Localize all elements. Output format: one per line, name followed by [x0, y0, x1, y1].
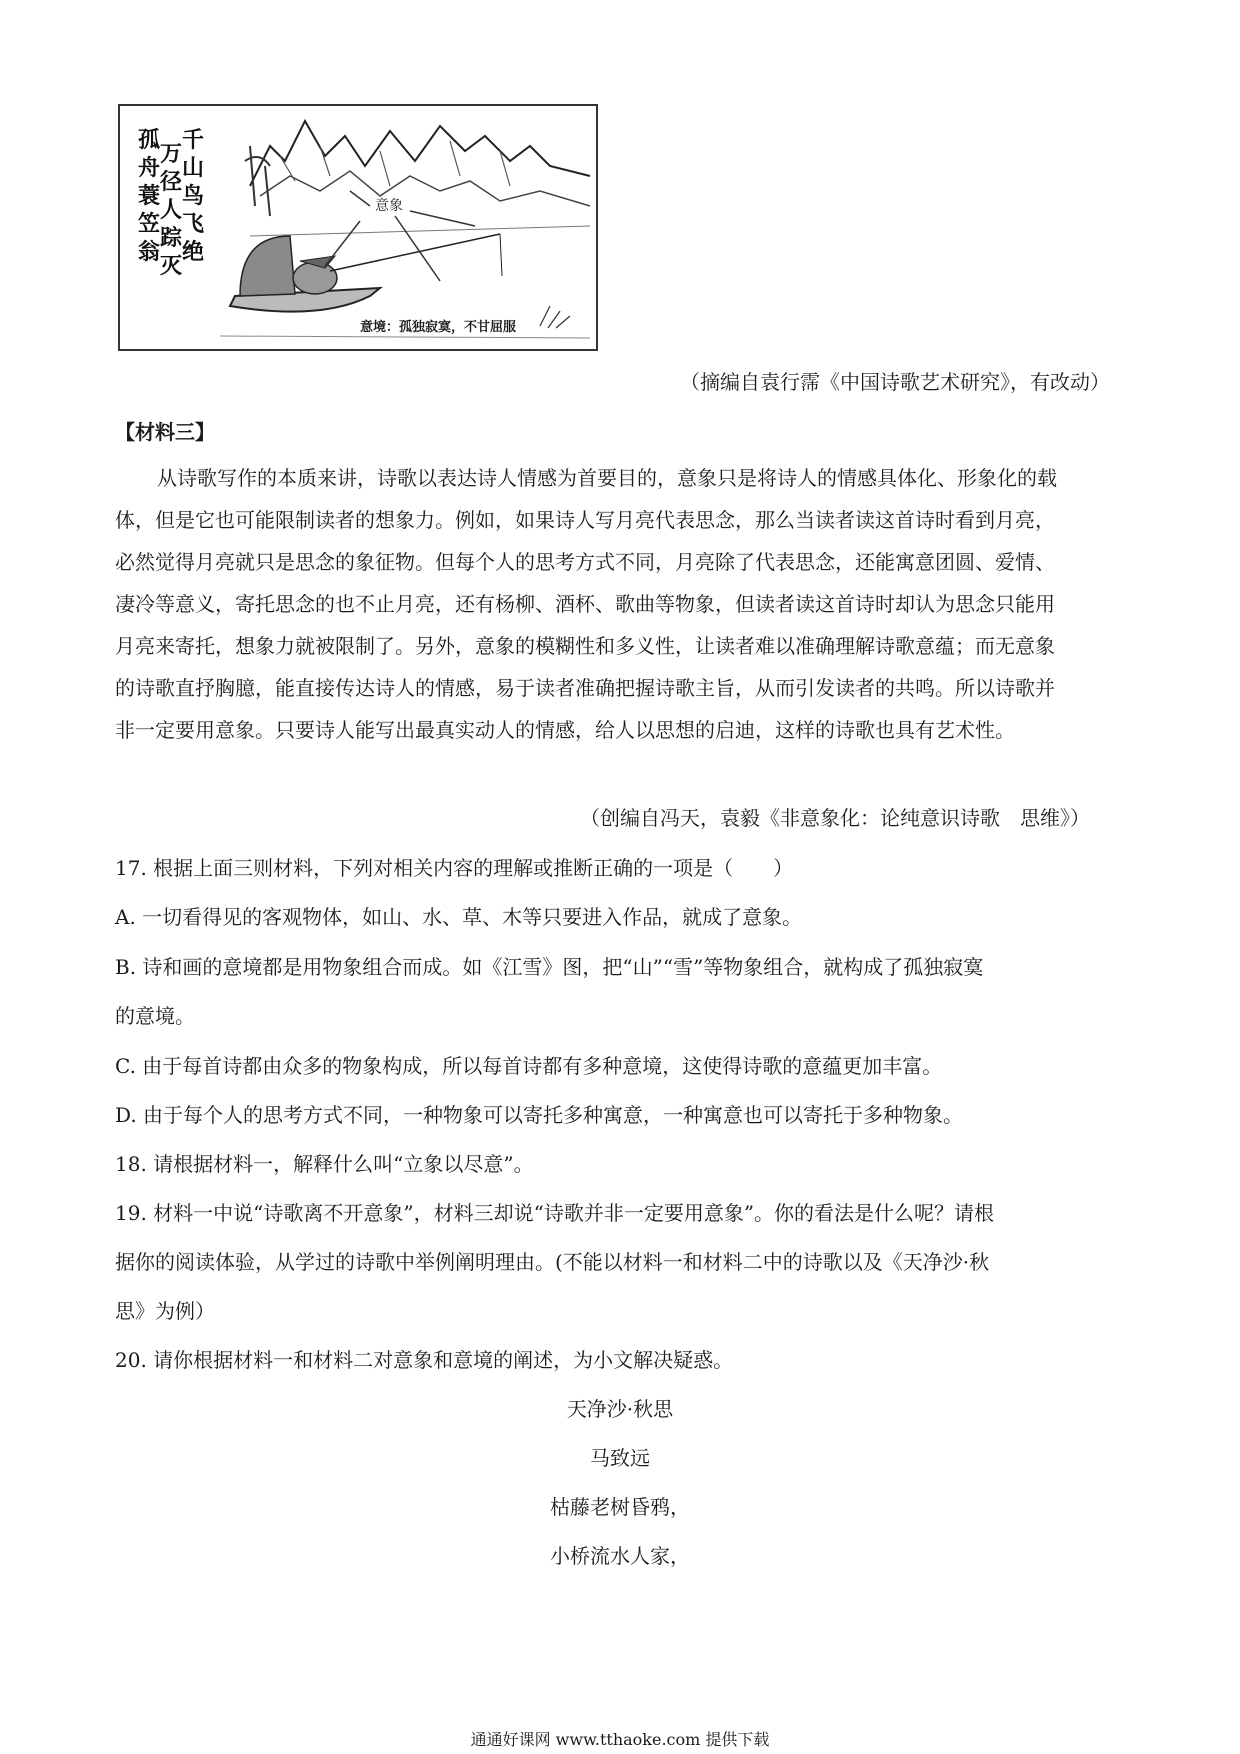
poem-column-1: 千 山 鸟 飞 绝	[181, 127, 204, 265]
para-line: 非一定要用意象。只要诗人能写出最真实动人的情感，给人以思想的启迪，这样的诗歌也具有艺术性。	[115, 718, 1015, 742]
para-line: 凄冷等意义，寄托思念的也不止月亮，还有杨柳、酒杯、歌曲等物象，但读者读这首诗时却认为思念只能用	[115, 592, 1055, 616]
q17-option-c: C. 由于每首诗都由众多的物象构成，所以每首诗都有多种意境，这使得诗歌的意蕴更加丰富。	[115, 1054, 943, 1078]
material3-caption: （创编自冯天，袁毅《非意象化：论纯意识诗歌 思维》）	[580, 806, 1090, 830]
poem-title: 天净沙·秋思	[566, 1397, 674, 1421]
poem-line: 小桥流水人家，	[550, 1544, 690, 1568]
material3-heading: 【材料三】	[115, 420, 215, 444]
para-line: 月亮来寄托，想象力就被限制了。另外，意象的模糊性和多义性，让读者难以准确理解诗歌意蕴；而无意象	[115, 634, 1055, 658]
q19-line1: 19. 材料一中说“诗歌离不开意象”，材料三却说“诗歌并非一定要用意象”。你的看法是什么呢？请根	[115, 1201, 995, 1225]
poem-author: 马致远	[590, 1446, 650, 1470]
jiangxue-painting	[118, 104, 598, 351]
q17-option-a: A. 一切看得见的客观物体，如山、水、草、木等只要进入作品，就成了意象。	[115, 905, 803, 929]
para-line: 的诗歌直抒胸臆，能直接传达诗人的情感，易于读者准确把握诗歌主旨，从而引发读者的共鸣。所以诗歌并	[115, 676, 1055, 700]
q18: 18. 请根据材料一，解释什么叫“立象以尽意”。	[115, 1152, 534, 1176]
para-line: 从诗歌写作的本质来讲，诗歌以表达诗人情感为首要目的，意象只是将诗人的情感具体化、形象化的载	[157, 466, 1057, 490]
q17-option-b-cont: 的意境。	[115, 1004, 195, 1028]
figure-caption: （摘编自袁行霈《中国诗歌艺术研究》，有改动）	[680, 370, 1110, 394]
q19-line2: 据你的阅读体验，从学过的诗歌中举例阐明理由。(不能以材料一和材料二中的诗歌以及《天净沙·秋	[115, 1250, 990, 1274]
poem-line: 枯藤老树昏鸦，	[550, 1495, 690, 1519]
page-footer: 通通好课网 www.tthaoke.com 提供下载	[470, 1730, 770, 1749]
q20: 20. 请你根据材料一和材料二对意象和意境的阐述，为小文解决疑惑。	[115, 1348, 734, 1372]
q17-stem: 17. 根据上面三则材料，下列对相关内容的理解或推断正确的一项是（ ）	[115, 856, 794, 880]
para-line: 体，但是它也可能限制读者的想象力。例如，如果诗人写月亮代表思念，那么当读者读这首诗时看到月亮，	[115, 508, 1055, 532]
para-line: 必然觉得月亮就只是思念的象征物。但每个人的思考方式不同，月亮除了代表思念，还能寓意团圆、爱情、	[115, 550, 1055, 574]
image-label: 意象	[375, 198, 403, 214]
poem-column-2: 万 径 人 踪 灭	[159, 141, 182, 279]
q17-option-d: D. 由于每个人的思考方式不同，一种物象可以寄托多种寓意，一种寓意也可以寄托于多种物象。	[115, 1103, 964, 1127]
q19-line3: 思》为例）	[115, 1299, 215, 1323]
q17-option-b: B. 诗和画的意境都是用物象组合而成。如《江雪》图，把“山”“雪”等物象组合，就构成了孤独寂寞	[115, 955, 984, 979]
mood-label: 意境：孤独寂寞，不甘屈服	[360, 320, 517, 335]
poem-column-3: 孤 舟 蓑 笠 翁	[137, 127, 160, 265]
